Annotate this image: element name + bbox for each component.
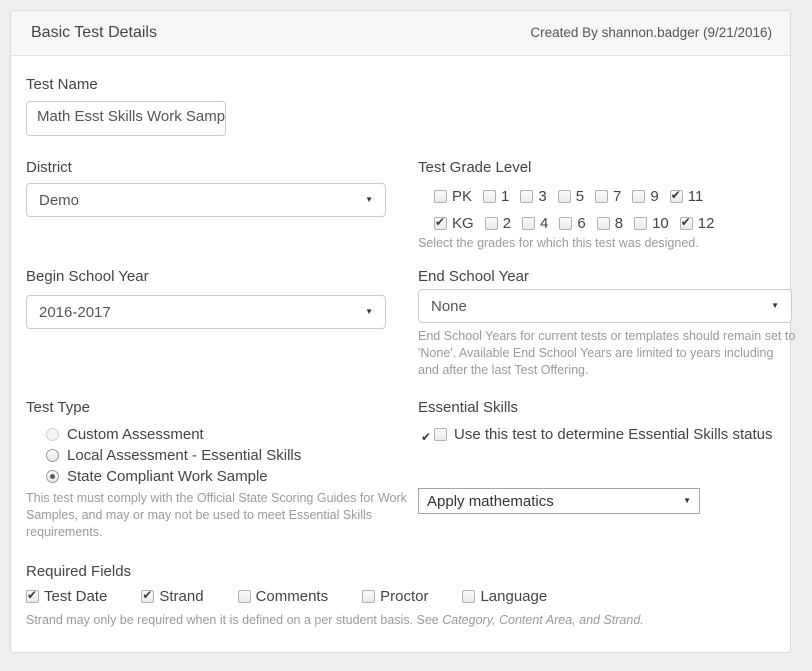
chevron-down-icon: ▼ bbox=[365, 307, 373, 316]
page-title: Basic Test Details bbox=[31, 24, 157, 41]
checkbox-icon bbox=[485, 217, 498, 230]
grade-checkbox-5[interactable] bbox=[558, 188, 584, 205]
grade-checkbox-6[interactable] bbox=[559, 215, 585, 232]
checkbox-icon bbox=[462, 590, 475, 603]
basic-test-details-panel bbox=[10, 10, 796, 653]
grade-checkbox-kg[interactable] bbox=[434, 215, 474, 232]
essential-skills-select-value: Apply mathematics bbox=[427, 492, 554, 510]
radio-state-compliant[interactable] bbox=[46, 466, 301, 487]
panel-header bbox=[11, 11, 790, 56]
grade-checkbox-2[interactable] bbox=[485, 215, 511, 232]
checkbox-icon bbox=[238, 590, 251, 603]
essential-skills-select[interactable] bbox=[418, 488, 700, 514]
grade-label: PK bbox=[452, 188, 473, 205]
begin-school-year-select[interactable] bbox=[26, 295, 386, 329]
grade-label: 1 bbox=[501, 188, 510, 205]
required-checkbox-test-date[interactable] bbox=[26, 588, 107, 605]
grade-label: 12 bbox=[697, 215, 715, 232]
begin-school-year-label: Begin School Year bbox=[26, 268, 149, 285]
required-checkbox-label: Comments bbox=[255, 588, 329, 605]
required-fields-help bbox=[26, 612, 726, 629]
required-fields-label: Required Fields bbox=[26, 563, 132, 580]
required-fields-help-italic: Category, Content Area, and Strand. bbox=[442, 613, 644, 627]
grade-label: 11 bbox=[687, 188, 704, 205]
grade-checkbox-4[interactable] bbox=[522, 215, 548, 232]
required-checkbox-label: Proctor bbox=[380, 588, 429, 605]
end-school-year-select[interactable] bbox=[418, 289, 792, 323]
grade-label: 4 bbox=[540, 215, 549, 232]
radio-icon bbox=[46, 470, 59, 483]
district-select-value: Demo bbox=[39, 191, 80, 209]
grade-checkbox-12[interactable] bbox=[680, 215, 715, 232]
test-type-radio-group bbox=[46, 424, 301, 487]
essential-skills-checkbox-label: Use this test to determine Essential Skills status bbox=[454, 426, 773, 443]
chevron-down-icon: ▼ bbox=[771, 301, 779, 310]
district-select[interactable] bbox=[26, 183, 386, 217]
grade-level-help: Select the grades for which this test was designed. bbox=[418, 236, 699, 250]
grade-checkbox-3[interactable] bbox=[520, 188, 546, 205]
grade-label: 5 bbox=[575, 188, 585, 205]
grade-checkbox-pk[interactable] bbox=[434, 188, 472, 205]
checkbox-icon bbox=[595, 190, 608, 203]
required-checkbox-strand[interactable] bbox=[141, 588, 203, 605]
required-checkbox-language[interactable] bbox=[462, 588, 547, 605]
required-checkbox-label: Test Date bbox=[44, 588, 108, 605]
end-school-year-value: None bbox=[431, 297, 467, 315]
checkbox-icon bbox=[362, 590, 375, 603]
radio-icon bbox=[46, 449, 59, 462]
checkbox-icon bbox=[520, 190, 533, 203]
begin-school-year-value: 2016-2017 bbox=[39, 303, 111, 321]
district-label: District bbox=[26, 159, 72, 176]
test-name-input[interactable]: Math Esst Skills Work Samp bbox=[26, 101, 226, 136]
required-fields-help-text: Strand may only be required when it is defined on a per student basis. See bbox=[26, 613, 443, 627]
grade-label: 3 bbox=[538, 188, 547, 205]
checkbox-icon bbox=[558, 190, 571, 203]
chevron-down-icon: ▼ bbox=[683, 496, 691, 505]
grade-checkbox-1[interactable] bbox=[483, 188, 509, 205]
grade-row-1 bbox=[434, 183, 725, 210]
checkbox-icon bbox=[434, 428, 447, 441]
test-type-help: This test must comply with the Official State Scoring Guides for Work Samples, and may or may not be used to meet Essential Skills requirements. bbox=[26, 491, 407, 539]
required-checkbox-label: Language bbox=[480, 588, 548, 605]
required-checkbox-label: Strand bbox=[159, 588, 204, 605]
checkbox-icon bbox=[559, 217, 572, 230]
checkbox-icon bbox=[434, 217, 447, 230]
essential-skills-label: Essential Skills bbox=[418, 399, 519, 416]
grade-checkbox-7[interactable] bbox=[595, 188, 621, 205]
checkbox-icon bbox=[680, 217, 693, 230]
grade-label: 9 bbox=[650, 188, 659, 205]
radio-local-assessment[interactable] bbox=[46, 445, 301, 466]
radio-label: Custom Assessment bbox=[67, 426, 204, 443]
end-school-year-help: End School Years for current tests or templates should remain set to 'None'. Available End School Years are limited to years including and after the last Test Offering. bbox=[418, 329, 796, 377]
grade-label: KG bbox=[452, 215, 474, 232]
checkbox-icon bbox=[141, 590, 154, 603]
grade-checkbox-9[interactable] bbox=[632, 188, 658, 205]
end-school-year-label: End School Year bbox=[418, 268, 529, 285]
grade-row-2 bbox=[434, 210, 725, 237]
grade-level-label: Test Grade Level bbox=[418, 159, 532, 176]
grade-level-grid bbox=[434, 183, 725, 237]
checkbox-icon bbox=[670, 190, 683, 203]
grade-checkbox-11[interactable] bbox=[670, 188, 704, 205]
created-by-text: Created By shannon.badger (9/21/2016) bbox=[530, 25, 772, 40]
checkbox-icon bbox=[597, 217, 610, 230]
checkbox-icon bbox=[434, 190, 447, 203]
checkbox-icon bbox=[483, 190, 496, 203]
grade-checkbox-10[interactable] bbox=[634, 215, 669, 232]
required-checkbox-proctor[interactable] bbox=[362, 588, 428, 605]
checkbox-icon bbox=[26, 590, 39, 603]
grade-label: 7 bbox=[613, 188, 622, 205]
radio-label: State Compliant Work Sample bbox=[67, 468, 268, 485]
grade-label: 6 bbox=[577, 215, 586, 232]
checkbox-icon bbox=[634, 217, 647, 230]
grade-label: 8 bbox=[614, 215, 624, 232]
radio-label: Local Assessment - Essential Skills bbox=[67, 447, 302, 464]
chevron-down-icon: ▼ bbox=[365, 195, 373, 204]
required-fields-row bbox=[26, 588, 581, 605]
radio-icon bbox=[46, 428, 59, 441]
grade-checkbox-8[interactable] bbox=[597, 215, 623, 232]
checkbox-icon bbox=[632, 190, 645, 203]
test-type-label: Test Type bbox=[26, 399, 90, 416]
required-checkbox-comments[interactable] bbox=[238, 588, 329, 605]
test-name-label: Test Name bbox=[26, 76, 98, 93]
grade-label: 2 bbox=[502, 215, 512, 232]
checkbox-icon bbox=[522, 217, 535, 230]
radio-custom-assessment[interactable] bbox=[46, 424, 301, 445]
essential-skills-checkbox[interactable] bbox=[434, 424, 779, 446]
grade-label: 10 bbox=[652, 215, 669, 232]
